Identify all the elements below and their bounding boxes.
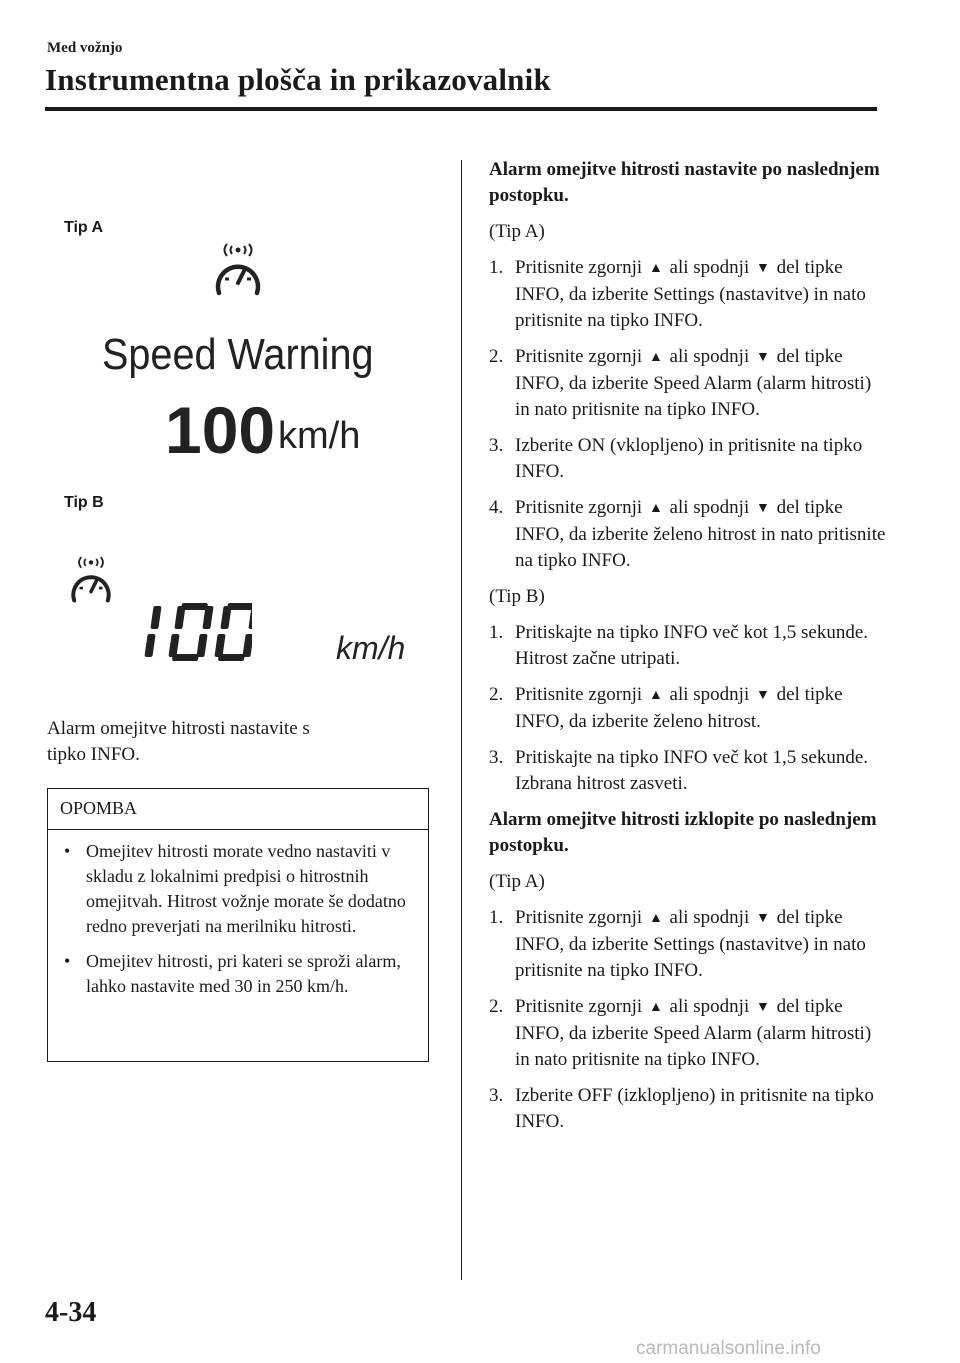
note-item [60, 949, 428, 999]
page-number: 4-34 [45, 1297, 97, 1328]
step-text: del tipke INFO, da izberite Settings (nastavitve) in nato pritisnite na tipko INFO. [515, 257, 866, 331]
step-number: 2. [489, 346, 504, 367]
speed-unit: km/h [336, 630, 406, 666]
up-triangle-icon: ▲ [648, 350, 663, 365]
set-heading: Alarm omejitve hitrosti nastavite po naslednjem postopku. [489, 159, 880, 206]
step-text: ali spodnji [669, 497, 750, 518]
step [489, 745, 889, 797]
step-number: 3. [489, 747, 504, 768]
right-column [489, 157, 889, 1145]
step-text: del tipke INFO, da izberite želeno hitrost in nato pritisnite na tipko INFO. [515, 497, 886, 571]
step [489, 1083, 889, 1135]
step-number: 4. [489, 497, 504, 518]
step-text: ali spodnji [669, 996, 750, 1017]
step [489, 344, 889, 423]
step-text: ali spodnji [669, 684, 750, 705]
step-number: 1. [489, 622, 504, 643]
step [489, 620, 889, 672]
step-text: del tipke INFO, da izberite želeno hitrost. [515, 684, 843, 732]
step-text: del tipke INFO, da izberite Speed Alarm (alarm hitrosti) in nato pritisnite na tipko INFO. [515, 996, 872, 1070]
step-text: Pritiskajte na tipko INFO več kot 1,5 sekunde. Hitrost začne utripati. [515, 622, 869, 669]
step-text: Izberite OFF (izklopljeno) in pritisnite na tipko INFO. [515, 1085, 874, 1132]
step-text: Pritisnite zgornji [515, 684, 643, 705]
down-triangle-icon: ▼ [756, 688, 770, 703]
note-box [47, 788, 429, 1062]
step-text: Pritisnite zgornji [515, 996, 643, 1017]
step [489, 255, 889, 334]
step-text: Pritiskajte na tipko INFO več kot 1,5 sekunde. Izbrana hitrost zasveti. [515, 747, 869, 794]
step-text: ali spodnji [669, 907, 750, 928]
step [489, 495, 889, 574]
off-heading: Alarm omejitve hitrosti izklopite po naslednjem postopku. [489, 809, 877, 856]
segment-display-value [140, 603, 252, 661]
note-header [48, 789, 428, 830]
intro-line: tipko INFO. [47, 744, 140, 765]
step [489, 682, 889, 735]
step-text: Pritisnite zgornji [515, 497, 643, 518]
up-triangle-icon: ▲ [648, 501, 663, 516]
up-triangle-icon: ▲ [648, 911, 663, 926]
title-rule [45, 107, 877, 111]
down-triangle-icon: ▼ [756, 911, 770, 926]
down-triangle-icon: ▼ [756, 1000, 770, 1015]
set-tip-b-label: (Tip B) [489, 586, 545, 607]
step-text: Izberite ON (vklopljeno) in pritisnite na tipko INFO. [515, 435, 863, 482]
up-triangle-icon: ▲ [648, 1000, 663, 1015]
watermark: carmanualsonline.info [636, 1338, 821, 1359]
down-triangle-icon: ▼ [756, 501, 770, 516]
down-triangle-icon: ▼ [756, 350, 770, 365]
step-text: del tipke INFO, da izberite Speed Alarm (alarm hitrosti) in nato pritisnite na tipko INFO. [515, 346, 872, 420]
step-text: ali spodnji [669, 257, 750, 278]
note-item-text: Omejitev hitrosti morate vedno nastaviti v skladu z lokalnimi predpisi o hitrostnih omejitvah. Hitrost vožnje morate še dodatno redno preverjati na merilniku hitrosti. [86, 841, 406, 936]
step-number: 1. [489, 257, 504, 278]
speed-warning-text: Speed Warning [102, 330, 374, 379]
note-items [60, 839, 428, 1009]
column-divider [461, 160, 462, 1280]
bullet: • [64, 951, 71, 971]
speedometer-alarm-icon [68, 556, 114, 606]
down-triangle-icon: ▼ [756, 261, 770, 276]
step-number: 3. [489, 1085, 504, 1106]
step-number: 1. [489, 907, 504, 928]
step [489, 433, 889, 485]
section-label: Med vožnjo [47, 40, 123, 56]
up-triangle-icon: ▲ [648, 261, 663, 276]
step [489, 905, 889, 984]
up-triangle-icon: ▲ [648, 688, 663, 703]
bullet: • [64, 841, 71, 861]
step-text: Pritisnite zgornji [515, 257, 643, 278]
step-text: ali spodnji [669, 346, 750, 367]
speedometer-alarm-icon [212, 243, 264, 299]
step-text: del tipke INFO, da izberite Settings (nastavitve) in nato pritisnite na tipko INFO. [515, 907, 866, 981]
page-title: Instrumentna plošča in prikazovalnik [45, 62, 551, 97]
tip-a-label: Tip A [64, 219, 104, 236]
step-number: 3. [489, 435, 504, 456]
note-title: OPOMBA [60, 798, 138, 818]
intro-text [47, 716, 437, 768]
tip-b-label: Tip B [64, 494, 104, 511]
speed-value: 100 [165, 393, 276, 467]
intro-line: Alarm omejitve hitrosti nastavite s [47, 718, 310, 739]
step-number: 2. [489, 996, 504, 1017]
step-text: Pritisnite zgornji [515, 346, 643, 367]
step-number: 2. [489, 684, 504, 705]
speed-unit: km/h [278, 415, 361, 457]
step-text: Pritisnite zgornji [515, 907, 643, 928]
set-tip-a-label: (Tip A) [489, 221, 545, 242]
step [489, 994, 889, 1073]
off-tip-a-label: (Tip A) [489, 871, 545, 892]
note-item [60, 839, 428, 939]
note-item-text: Omejitev hitrosti, pri kateri se sproži alarm, lahko nastavite med 30 in 250 km/h. [86, 951, 401, 996]
